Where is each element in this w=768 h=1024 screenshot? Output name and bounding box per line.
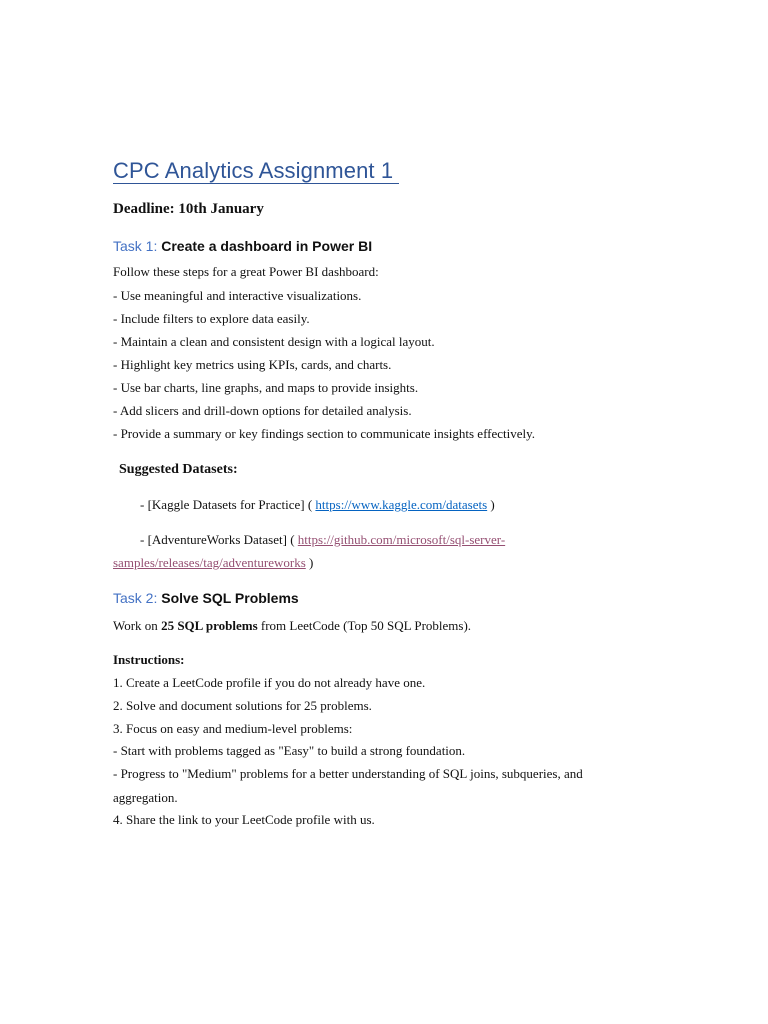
adventureworks-link-part1[interactable]: https://github.com/microsoft/sql-server- xyxy=(297,532,506,547)
task1-heading xyxy=(113,236,372,256)
task1-step: - Include filters to explore data easily. xyxy=(113,311,310,326)
instruction-line: 4. Share the link to your LeetCode profile with us. xyxy=(113,812,375,827)
task1-step: - Use bar charts, line graphs, and maps to provide insights. xyxy=(113,380,419,395)
dataset-adventureworks-label: - [AdventureWorks Dataset] ( xyxy=(140,532,295,547)
task2-work-line xyxy=(113,617,471,635)
instruction-line: 1. Create a LeetCode profile if you do not already have one. xyxy=(113,675,426,690)
adventureworks-link-part2[interactable]: samples/releases/tag/adventureworks xyxy=(113,555,306,570)
dataset-kaggle xyxy=(140,496,495,514)
document-title: CPC Analytics Assignment 1 xyxy=(113,158,394,183)
dataset-adventureworks-line2 xyxy=(113,554,313,572)
task2-heading xyxy=(113,588,299,608)
instruction-line: 2. Solve and document solutions for 25 problems. xyxy=(113,698,372,713)
dataset-adventureworks-line1 xyxy=(140,531,505,549)
dataset-adventureworks-suffix: ) xyxy=(309,555,314,570)
task2-work-bold: 25 SQL problems xyxy=(161,618,258,633)
task1-step: - Add slicers and drill-down options for detailed analysis. xyxy=(113,403,412,418)
instruction-line: - Start with problems tagged as "Easy" to build a strong foundation. xyxy=(113,743,466,758)
dataset-kaggle-label: - [Kaggle Datasets for Practice] ( xyxy=(140,497,313,512)
task2-work-suffix: from LeetCode (Top 50 SQL Problems). xyxy=(260,618,472,633)
task1-step: - Provide a summary or key findings section to communicate insights effectively. xyxy=(113,426,536,441)
title-underline xyxy=(113,183,399,184)
task1-step: - Maintain a clean and consistent design with a logical layout. xyxy=(113,334,435,349)
kaggle-link[interactable]: https://www.kaggle.com/datasets xyxy=(315,497,488,512)
dataset-kaggle-suffix: ) xyxy=(490,497,495,512)
instruction-line: 3. Focus on easy and medium-level problems: xyxy=(113,721,353,736)
task2-work-prefix: Work on xyxy=(113,618,158,633)
deadline-text: Deadline: 10th January xyxy=(113,201,264,217)
task2-title: Solve SQL Problems xyxy=(161,590,299,606)
task1-step: - Use meaningful and interactive visualizations. xyxy=(113,288,362,303)
suggested-datasets-heading: Suggested Datasets: xyxy=(119,462,238,477)
instruction-line: - Progress to "Medium" problems for a better understanding of SQL joins, subqueries, and xyxy=(113,766,583,781)
instructions-heading: Instructions: xyxy=(113,652,185,667)
instruction-line: aggregation. xyxy=(113,790,178,805)
task1-title: Create a dashboard in Power BI xyxy=(161,238,373,254)
task2-label: Task 2: xyxy=(113,590,158,606)
task1-label: Task 1: xyxy=(113,238,158,254)
task1-step: - Highlight key metrics using KPIs, cards, and charts. xyxy=(113,357,392,372)
task1-intro: Follow these steps for a great Power BI dashboard: xyxy=(113,264,379,279)
